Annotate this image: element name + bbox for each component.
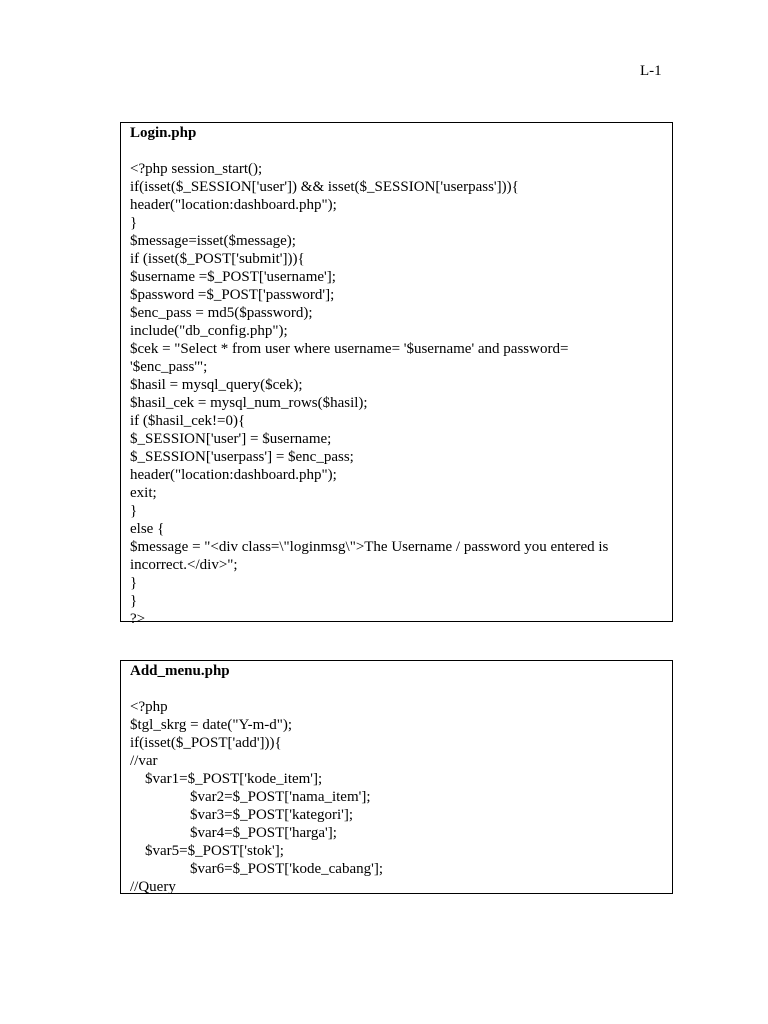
login-php-code xyxy=(130,160,664,628)
code-line: $enc_pass = md5($password); xyxy=(130,305,313,321)
code-line: $var3=$_POST['kategori']; xyxy=(130,807,354,823)
code-line: } xyxy=(130,575,138,591)
code-line: $var2=$_POST['nama_item']; xyxy=(130,789,371,805)
add-menu-php-code-box xyxy=(120,660,673,894)
code-line: else { xyxy=(130,521,165,537)
code-line: //Query xyxy=(130,879,176,895)
code-line: $message=isset($message); xyxy=(130,233,296,249)
login-php-title: Login.php xyxy=(130,125,197,141)
code-line: } xyxy=(130,215,138,231)
code-line: $message = "<div class=\"loginmsg\">The Username / password you entered is xyxy=(130,539,609,555)
code-line: incorrect.</div>"; xyxy=(130,557,238,573)
code-line: $hasil_cek = mysql_num_rows($hasil); xyxy=(130,395,368,411)
code-line: $cek = "Select * from user where username= '$username' and password= xyxy=(130,341,569,357)
code-line: include("db_config.php"); xyxy=(130,323,288,339)
code-line: $password =$_POST['password']; xyxy=(130,287,335,303)
code-line: $var1=$_POST['kode_item']; xyxy=(130,771,323,787)
code-line: exit; xyxy=(130,485,157,501)
page-number: L-1 xyxy=(640,63,662,79)
code-line: $username =$_POST['username']; xyxy=(130,269,336,285)
code-line: } xyxy=(130,593,138,609)
code-line: $tgl_skrg = date("Y-m-d"); xyxy=(130,717,293,733)
code-line: $_SESSION['user'] = $username; xyxy=(130,431,332,447)
code-line: if(isset($_POST['add'])){ xyxy=(130,735,282,751)
code-line: header("location:dashboard.php"); xyxy=(130,467,337,483)
code-line: } xyxy=(130,503,138,519)
code-line: if(isset($_SESSION['user']) && isset($_SESSION['userpass'])){ xyxy=(130,179,519,195)
code-line: if ($hasil_cek!=0){ xyxy=(130,413,246,429)
login-php-code-box xyxy=(120,122,673,627)
code-line: <?php xyxy=(130,699,168,715)
code-line: if (isset($_POST['submit'])){ xyxy=(130,251,305,267)
code-line: header("location:dashboard.php"); xyxy=(130,197,337,213)
code-line: $var5=$_POST['stok']; xyxy=(130,843,284,859)
add-menu-php-code xyxy=(130,698,664,896)
add-menu-php-title: Add_menu.php xyxy=(130,663,230,679)
code-line: $var4=$_POST['harga']; xyxy=(130,825,337,841)
code-line: $var6=$_POST['kode_cabang']; xyxy=(130,861,383,877)
code-line: ?> xyxy=(130,611,146,627)
code-line: <?php session_start(); xyxy=(130,161,263,177)
code-line: $_SESSION['userpass'] = $enc_pass; xyxy=(130,449,354,465)
code-line: $hasil = mysql_query($cek); xyxy=(130,377,303,393)
code-line: '$enc_pass'"; xyxy=(130,359,208,375)
code-line: //var xyxy=(130,753,158,769)
